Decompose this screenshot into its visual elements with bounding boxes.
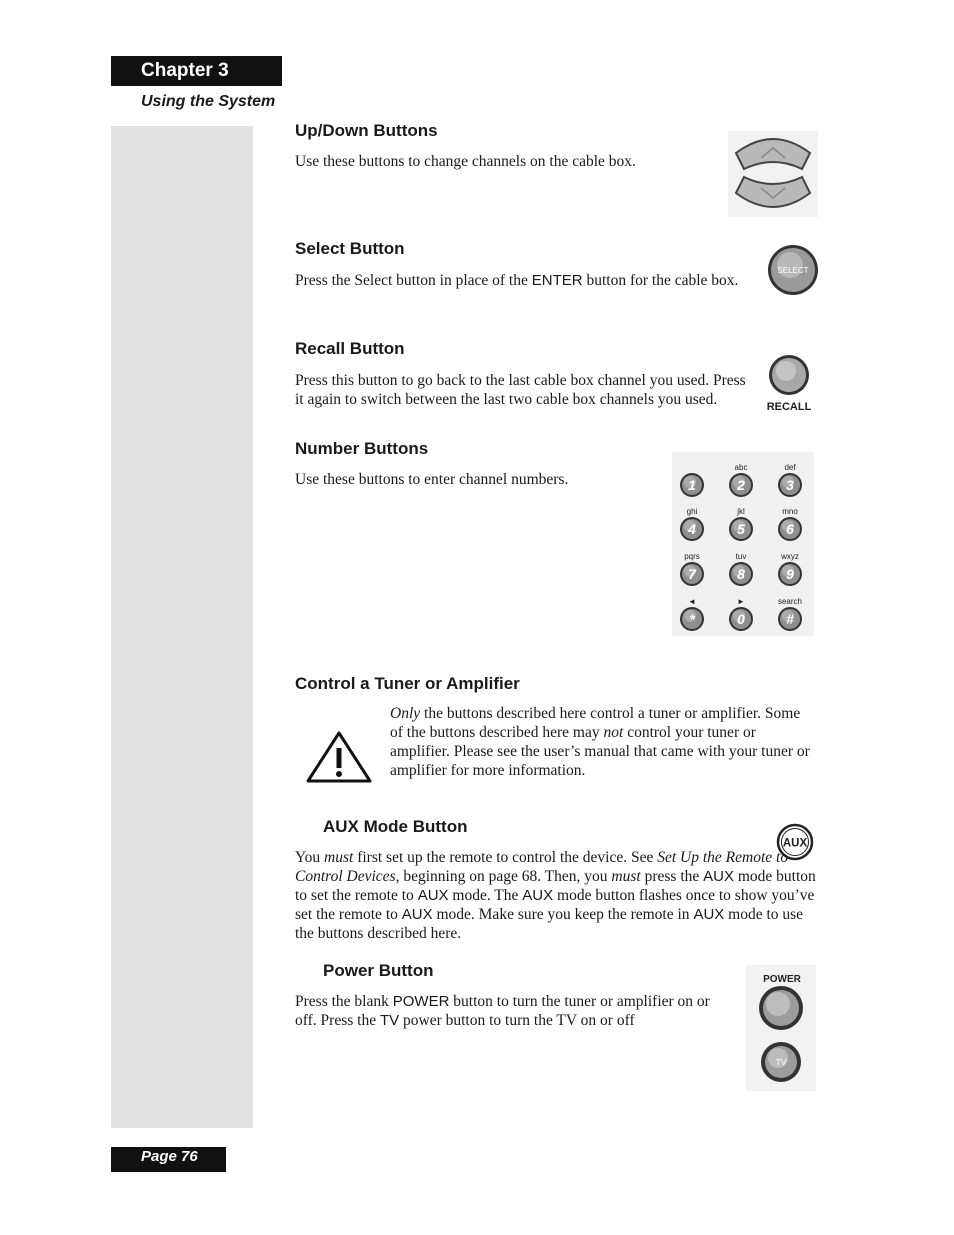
number-key-digit: 6 — [786, 521, 794, 537]
warning-icon — [305, 729, 373, 785]
updown-text: Use these buttons to change channels on the cable box. — [295, 153, 636, 170]
number-key-digit: 2 — [737, 477, 745, 493]
number-key-letters: abc — [734, 463, 748, 472]
aux-text: You must first set up the remote to control the device. See Set Up the Remote to Control Devices, beginning on page 68. Then, you must press the AUX mode button to set the remote to AUX mode. The AUX mode button flashes once to show you’ve set the remote to AUX mode. Make sure you keep the remote in AUX mode to use the buttons described here. — [295, 849, 816, 942]
number-key-letters: def — [784, 463, 796, 472]
numbers-text: Use these buttons to enter channel numbers. — [295, 471, 569, 488]
updown-heading: Up/Down Buttons — [295, 121, 438, 140]
aux-button-label: AUX — [782, 837, 808, 850]
number-key-digit: 4 — [688, 521, 696, 537]
select-text: Press the Select button in place of the ENTER button for the cable box. — [295, 272, 739, 289]
number-key-digit: 5 — [737, 521, 745, 537]
power-text: Press the blank POWER button to turn the tuner or amplifier on or off. Press the TV power button to turn the TV on or off — [295, 993, 710, 1029]
number-key-digit: 1 — [688, 477, 696, 493]
number-key-digit: 7 — [688, 566, 696, 582]
select-button-label: SELECT — [777, 266, 809, 275]
tuner-warning-text: Only the buttons described here control a tuner or amplifier. Some of the buttons described here may not control your tuner or amplifier. Please see the user’s manual that came with your tuner or amplifier for more information. — [390, 705, 810, 779]
number-key-letters: mno — [782, 507, 798, 516]
number-key-letters: wxyz — [781, 552, 799, 561]
select-heading: Select Button — [295, 239, 405, 258]
recall-heading: Recall Button — [295, 339, 405, 358]
number-key-letters: search — [777, 597, 803, 606]
number-key-letters: ghi — [686, 507, 698, 516]
number-key-letters: jkl — [737, 507, 745, 516]
number-key-digit: 9 — [786, 566, 794, 582]
tv-button-label: TV — [775, 1057, 787, 1067]
section-title: Using the System — [141, 93, 276, 110]
power-button-label: POWER — [763, 974, 801, 985]
number-key-digit: # — [786, 611, 794, 627]
recall-text: Press this button to go back to the last cable box channel you used. Press it again to switch between the last two cable box channels you used. — [295, 372, 746, 408]
power-heading: Power Button — [323, 961, 434, 980]
number-key-letters: pqrs — [684, 552, 700, 561]
number-key-digit: 0 — [737, 611, 745, 627]
tuner-heading: Control a Tuner or Amplifier — [295, 674, 520, 693]
number-key-letters: ◄ — [688, 597, 696, 606]
number-key-digit: * — [689, 611, 695, 627]
recall-button-icon — [764, 353, 816, 415]
number-key-digit: 3 — [786, 477, 794, 493]
number-key-9 — [778, 552, 802, 586]
updown-buttons-icon — [728, 131, 818, 217]
power-tv-buttons-icon — [746, 965, 816, 1091]
aux-heading: AUX Mode Button — [323, 817, 468, 836]
number-key-hash — [778, 597, 802, 631]
number-keypad — [672, 452, 814, 636]
number-key-digit: 8 — [737, 566, 745, 582]
select-button-icon — [766, 243, 820, 297]
numbers-heading: Number Buttons — [295, 439, 429, 458]
number-key-letters: ► — [737, 597, 745, 606]
number-key-1 — [680, 473, 704, 497]
recall-button-label: RECALL — [766, 401, 812, 413]
enter-key-name: ENTER — [531, 272, 583, 289]
page-number: Page 76 — [111, 1147, 226, 1172]
sidebar-panel — [111, 126, 253, 1128]
chapter-label: Chapter 3 — [111, 56, 282, 86]
number-key-letters: tuv — [735, 552, 747, 561]
